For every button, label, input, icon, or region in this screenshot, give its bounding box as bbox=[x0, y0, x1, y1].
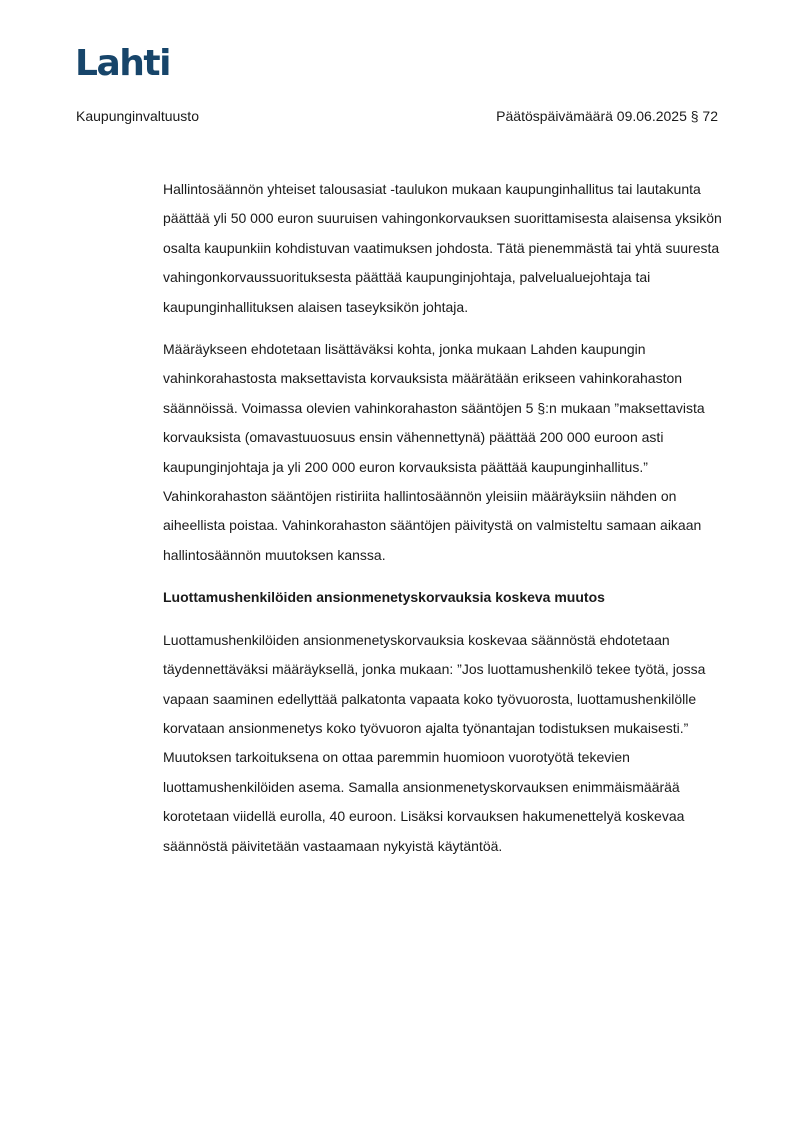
paragraph-3: Luottamushenkilöiden ansionmenetyskorvauksia koskevaa säännöstä ehdotetaan täydennettäväksi määräyksellä, jonka mukaan: ”Jos luottamushenkilö tekee työtä, jossa vapaan saaminen edellyttää palkatonta vapaata koko työvuorosta, luottamushenkilölle korvataan ansionmenetys koko työvuoron ajalta työnantajan todistuksen mukaisesti.” Muutoksen tarkoituksena on ottaa paremmin huomioon vuorotyötä tekevien luottamushenkilöiden asema. Samalla ansionmenetyskorvauksen enimmäismäärää korotetaan viidellä eurolla, 40 euroon. Lisäksi korvauksen hakumenettelyä koskevaa säännöstä päivitetään vastaamaan nykyistä käytäntöä. bbox=[163, 631, 706, 854]
document-content bbox=[163, 175, 723, 874]
paragraph-1: Hallintosäännön yhteiset talousasiat -taulukon mukaan kaupunginhallitus tai lautakunta päättää yli 50 000 euron suuruisen vahingonkorvauksen suorittamisesta alaisensa yksikön osalta kaupunkiin kohdistuvan vaatimuksen johdosta. Tätä pienemmästä tai yhtä suuresta vahingonkorvaussuorituksesta päättää kaupunginjohtaja, palvelualuejohtaja tai kaupunginhallituksen alaisen taseyksikön johtaja. bbox=[163, 181, 722, 315]
decision-date-section: Päätöspäivämäärä 09.06.2025 § 72 bbox=[496, 108, 718, 124]
section-heading: Luottamushenkilöiden ansionmenetyskorvauksia koskeva muutos bbox=[163, 589, 605, 606]
lahti-logo: Lahti bbox=[75, 43, 170, 84]
document-body-name: Kaupunginvaltuusto bbox=[76, 108, 199, 124]
paragraph-2: Määräykseen ehdotetaan lisättäväksi kohta, jonka mukaan Lahden kaupungin vahinkorahastosta maksettavista korvauksista määrätään erikseen vahinkorahaston säännöissä. Voimassa olevien vahinkorahaston sääntöjen 5 §:n mukaan ”maksettavista korvauksista (omavastuuosuus ensin vähennettynä) päättää 200 000 euroon asti kaupunginjohtaja ja yli 200 000 euron korvauksista päättää kaupunginhallitus.” Vahinkorahaston sääntöjen ristiriita hallintosäännön yleisiin määräyksiin nähden on aiheellista poistaa. Vahinkorahaston sääntöjen päivitystä on valmisteltu samaan aikaan hallintosäännön muutoksen kanssa. bbox=[163, 341, 705, 563]
